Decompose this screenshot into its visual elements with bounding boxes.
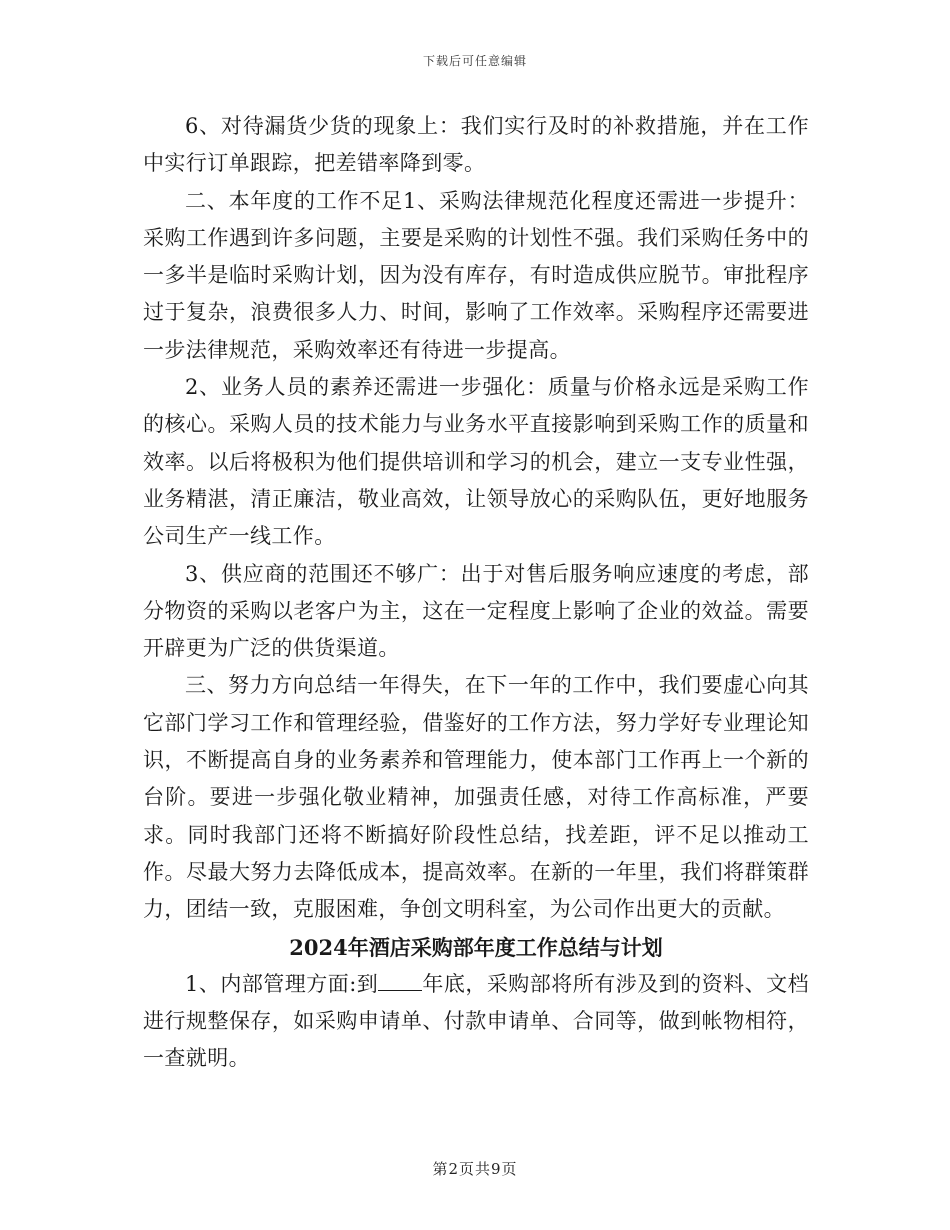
page-footer: 第2页共9页 bbox=[432, 1160, 518, 1178]
paragraph-5: 三、努力方向总结一年得失，在下一年的工作中，我们要虚心向其它部门学习工作和管理经验，借鉴好的工作方法，努力学好专业理论知识，不断提高自身的业务素养和管理能力，使本部门工作再上一个新的台阶。要进一步强化敬业精神，加强责任感，对待工作高标准，严要求。同时我部门还将不断搞好阶段性总结，找差距，评不足以推动工作。尽最大努力去降低成本，提高效率。在新的一年里，我们将群策群力，团结一致，克服困难，争创文明科室，为公司作出更大的贡献。 bbox=[143, 673, 809, 922]
section-title: 2024年酒店采购部年度工作总结与计划 bbox=[289, 934, 663, 960]
paragraph-6 bbox=[143, 966, 809, 1078]
paragraph-1: 6、对待漏货少货的现象上：我们实行及时的补救措施，并在工作中实行订单跟踪，把差错率降到零。 bbox=[143, 114, 809, 176]
paragraph-2: 二、本年度的工作不足1、采购法律规范化程度还需进一步提升：采购工作遇到许多问题，主要是采购的计划性不强。我们采购任务中的一多半是临时采购计划，因为没有库存，有时造成供应脱节。审批程序过于复杂，浪费很多人力、时间，影响了工作效率。采购程序还需要进一步法律规范，采购效率还有待进一步提高。 bbox=[143, 188, 809, 362]
paragraph-6-rest: 年底，采购部将所有涉及到的资料、文档进行规整保存，如采购申请单、付款申请单、合同等，做到帐物相符，一查就明。 bbox=[143, 971, 809, 1071]
paragraph-3: 2、业务人员的素养还需进一步强化：质量与价格永远是采购工作的核心。采购人员的技术能力与业务水平直接影响到采购工作的质量和效率。以后将极积为他们提供培训和学习的机会，建立一支专业性强，业务精湛，清正廉洁，敬业高效，让领导放心的采购队伍，更好地服务公司生产一线工作。 bbox=[143, 375, 809, 549]
paragraph-6-start: 1、内部管理方面:到 bbox=[185, 971, 379, 996]
paragraph-4: 3、供应商的范围还不够广：出于对售后服务响应速度的考虑，部分物资的采购以老客户为主，这在一定程度上影响了企业的效益。需要开辟更为广泛的供货渠道。 bbox=[143, 561, 809, 661]
document-body bbox=[143, 108, 809, 1078]
fill-in-blank bbox=[378, 972, 422, 991]
page-header: 下载后可任意编辑 bbox=[422, 54, 527, 68]
